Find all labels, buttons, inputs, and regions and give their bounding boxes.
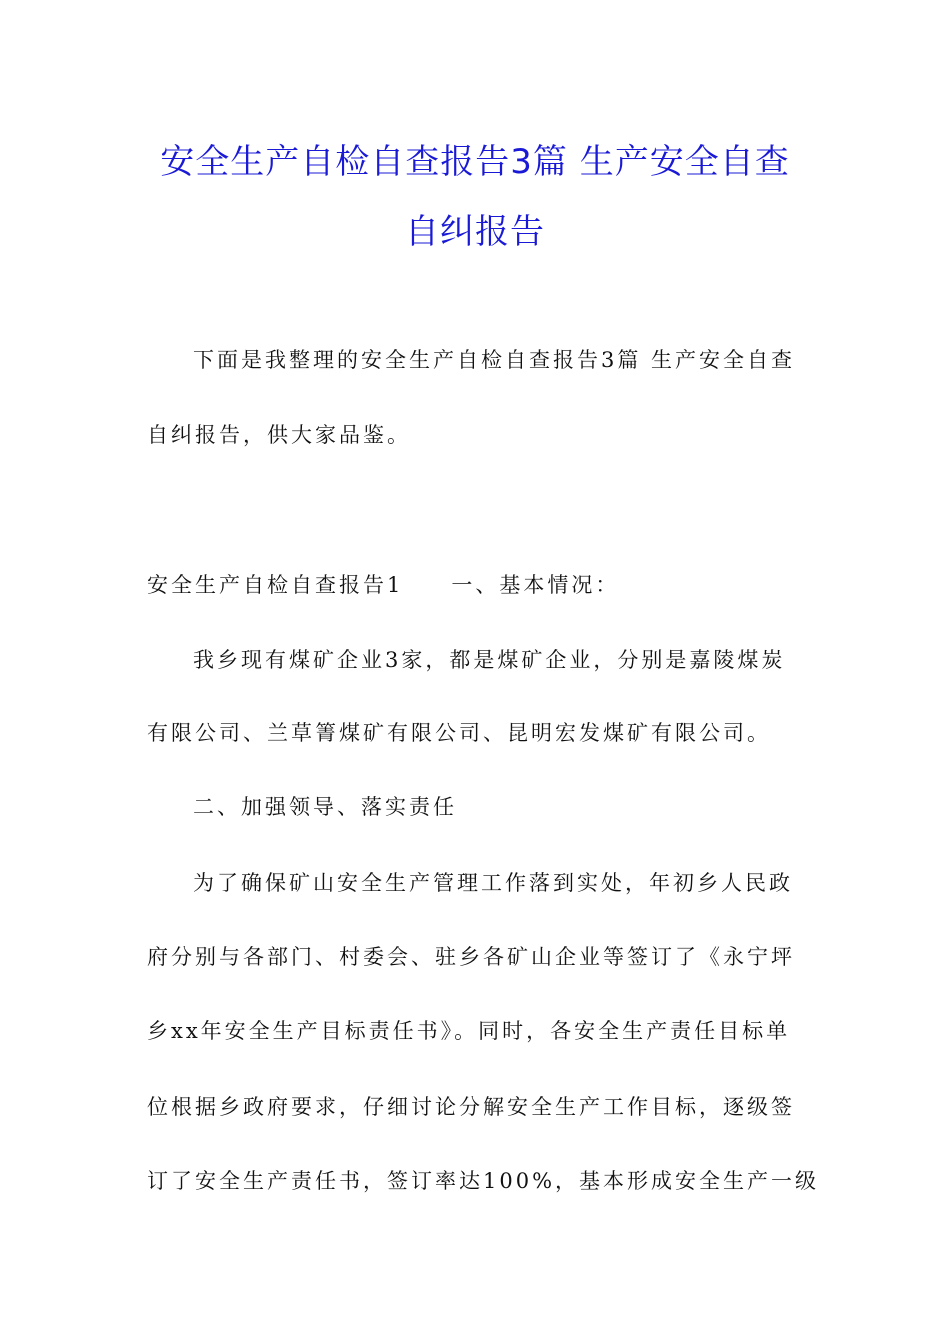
body-line-6: 乡xx年安全生产目标责任书》。同时，各安全生产责任目标单 [147, 1019, 791, 1043]
body-line-1: 我乡现有煤矿企业3家，都是煤矿企业，分别是嘉陵煤炭 [193, 648, 786, 672]
body-line-2: 有限公司、兰草箐煤矿有限公司、昆明宏发煤矿有限公司。 [147, 721, 771, 745]
document-title-line-1: 安全生产自检自查报告3篇 生产安全自查 [160, 142, 790, 182]
intro-line-2: 自纠报告，供大家品鉴。 [147, 423, 411, 447]
body-line-8: 订了安全生产责任书，签订率达100%，基本形成安全生产一级 [147, 1169, 820, 1193]
body-line-5: 府分别与各部门、村委会、驻乡各矿山企业等签订了《永宁坪 [147, 945, 795, 969]
body-line-4: 为了确保矿山安全生产管理工作落到实处，年初乡人民政 [193, 871, 793, 895]
subheading-strengthen-leadership: 二、加强领导、落实责任 [193, 795, 457, 819]
section-heading: 安全生产自检自查报告1 一、基本情况： [147, 573, 620, 597]
body-line-7: 位根据乡政府要求，仔细讨论分解安全生产工作目标，逐级签 [147, 1095, 795, 1119]
document-title-line-2: 自纠报告 [405, 212, 545, 252]
intro-line-1: 下面是我整理的安全生产自检自查报告3篇 生产安全自查 [193, 348, 796, 372]
